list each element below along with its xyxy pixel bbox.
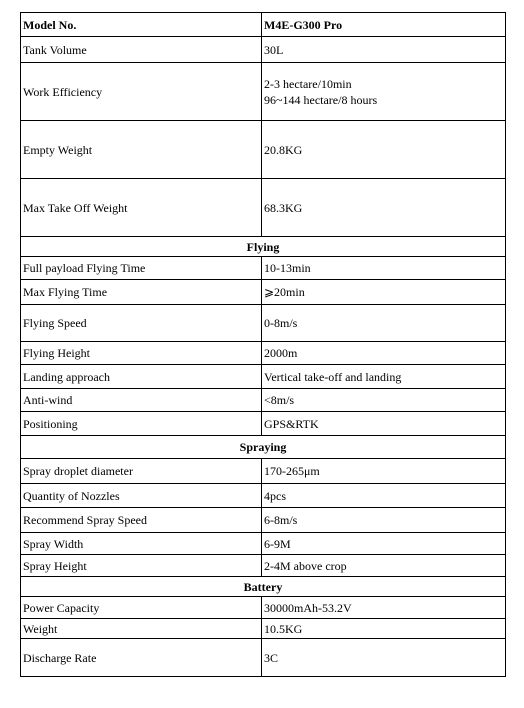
spec-value (262, 37, 506, 63)
section-title: Flying (21, 237, 506, 257)
spec-row-full-payload-flying-time (21, 257, 506, 280)
spec-label: Power Capacity (21, 597, 262, 619)
spec-table-body (21, 13, 506, 677)
table-header-row (21, 13, 506, 37)
spec-value-line: 96~144 hectare/8 hours (264, 92, 378, 107)
spec-row-spray-height (21, 555, 506, 577)
spec-value (262, 619, 506, 639)
spec-value (262, 389, 506, 412)
spec-row-tank-volume (21, 37, 506, 63)
spec-label: Empty Weight (21, 121, 262, 179)
spec-value-line: Vertical take-off and landing (264, 369, 402, 384)
spec-row-positioning (21, 412, 506, 436)
spec-value (262, 412, 506, 436)
spec-value (262, 121, 506, 179)
spec-label: Positioning (21, 412, 262, 436)
spec-row-flying-speed (21, 305, 506, 342)
spec-row-max-take-off-weight (21, 179, 506, 237)
spec-value (262, 342, 506, 365)
spec-label: Flying Speed (21, 305, 262, 342)
spec-value-line: 2000m (264, 346, 298, 360)
spec-value-line: 6-8m/s (264, 513, 298, 527)
spec-label: Weight (21, 619, 262, 639)
spec-row-landing-approach (21, 365, 506, 389)
section-title: Battery (21, 577, 506, 597)
spec-label: Spray droplet diameter (21, 459, 262, 484)
spec-value (262, 597, 506, 619)
spec-row-anti-wind (21, 389, 506, 412)
spec-value-line: 170-265μm (264, 464, 320, 478)
section-title: Spraying (21, 436, 506, 459)
spec-row-recommend-spray-speed (21, 508, 506, 533)
header-model-value: M4E-G300 Pro (262, 13, 506, 37)
spec-label: Discharge Rate (21, 639, 262, 677)
spec-row-weight (21, 619, 506, 639)
spec-value-line: 68.3KG (264, 200, 303, 215)
spec-row-quantity-of-nozzles (21, 484, 506, 508)
spec-row-power-capacity (21, 597, 506, 619)
spec-label: Recommend Spray Speed (21, 508, 262, 533)
spec-label: Spray Width (21, 533, 262, 555)
spec-row-flying-height (21, 342, 506, 365)
spec-row-max-flying-time (21, 280, 506, 305)
spec-value (262, 508, 506, 533)
section-header-flying (21, 237, 506, 257)
section-header-spraying (21, 436, 506, 459)
spec-table (20, 12, 506, 677)
spec-row-spray-width (21, 533, 506, 555)
spec-value (262, 459, 506, 484)
spec-value-line: ⩾20min (264, 285, 305, 299)
spec-value (262, 555, 506, 577)
spec-value (262, 179, 506, 237)
spec-value-line: 3C (264, 650, 279, 665)
spec-label: Anti-wind (21, 389, 262, 412)
spec-value-line: 10.5KG (264, 621, 303, 636)
spec-value-line: 2-3 hectare/10min (264, 76, 352, 91)
spec-value (262, 257, 506, 280)
spec-value-line: 30L (264, 42, 284, 57)
spec-row-spray-droplet-diameter (21, 459, 506, 484)
spec-value-line: 0-8m/s (264, 316, 298, 330)
spec-label: Tank Volume (21, 37, 262, 63)
spec-label: Spray Height (21, 555, 262, 577)
spec-value-line: 4pcs (264, 488, 286, 503)
spec-value-line: 20.8KG (264, 142, 303, 157)
spec-label: Landing approach (21, 365, 262, 389)
spec-label: Max Take Off Weight (21, 179, 262, 237)
spec-label: Quantity of Nozzles (21, 484, 262, 508)
spec-value (262, 639, 506, 677)
spec-label: Max Flying Time (21, 280, 262, 305)
section-header-battery (21, 577, 506, 597)
spec-label: Work Efficiency (21, 63, 262, 121)
spec-value-line: <8m/s (264, 393, 295, 407)
spec-value (262, 484, 506, 508)
spec-value-line: GPS&RTK (264, 416, 319, 431)
spec-value (262, 533, 506, 555)
spec-row-empty-weight (21, 121, 506, 179)
spec-value-line: 10-13min (264, 261, 311, 275)
spec-row-work-efficiency (21, 63, 506, 121)
spec-value-line: 6-9M (264, 536, 291, 551)
header-label: Model No. (21, 13, 262, 37)
spec-label: Full payload Flying Time (21, 257, 262, 280)
spec-value-line: 2-4M above crop (264, 558, 347, 573)
spec-value (262, 365, 506, 389)
spec-value-line: 30000mAh-53.2V (264, 600, 352, 615)
spec-value (262, 280, 506, 305)
spec-value (262, 63, 506, 121)
spec-row-discharge-rate (21, 639, 506, 677)
spec-value (262, 305, 506, 342)
spec-label: Flying Height (21, 342, 262, 365)
